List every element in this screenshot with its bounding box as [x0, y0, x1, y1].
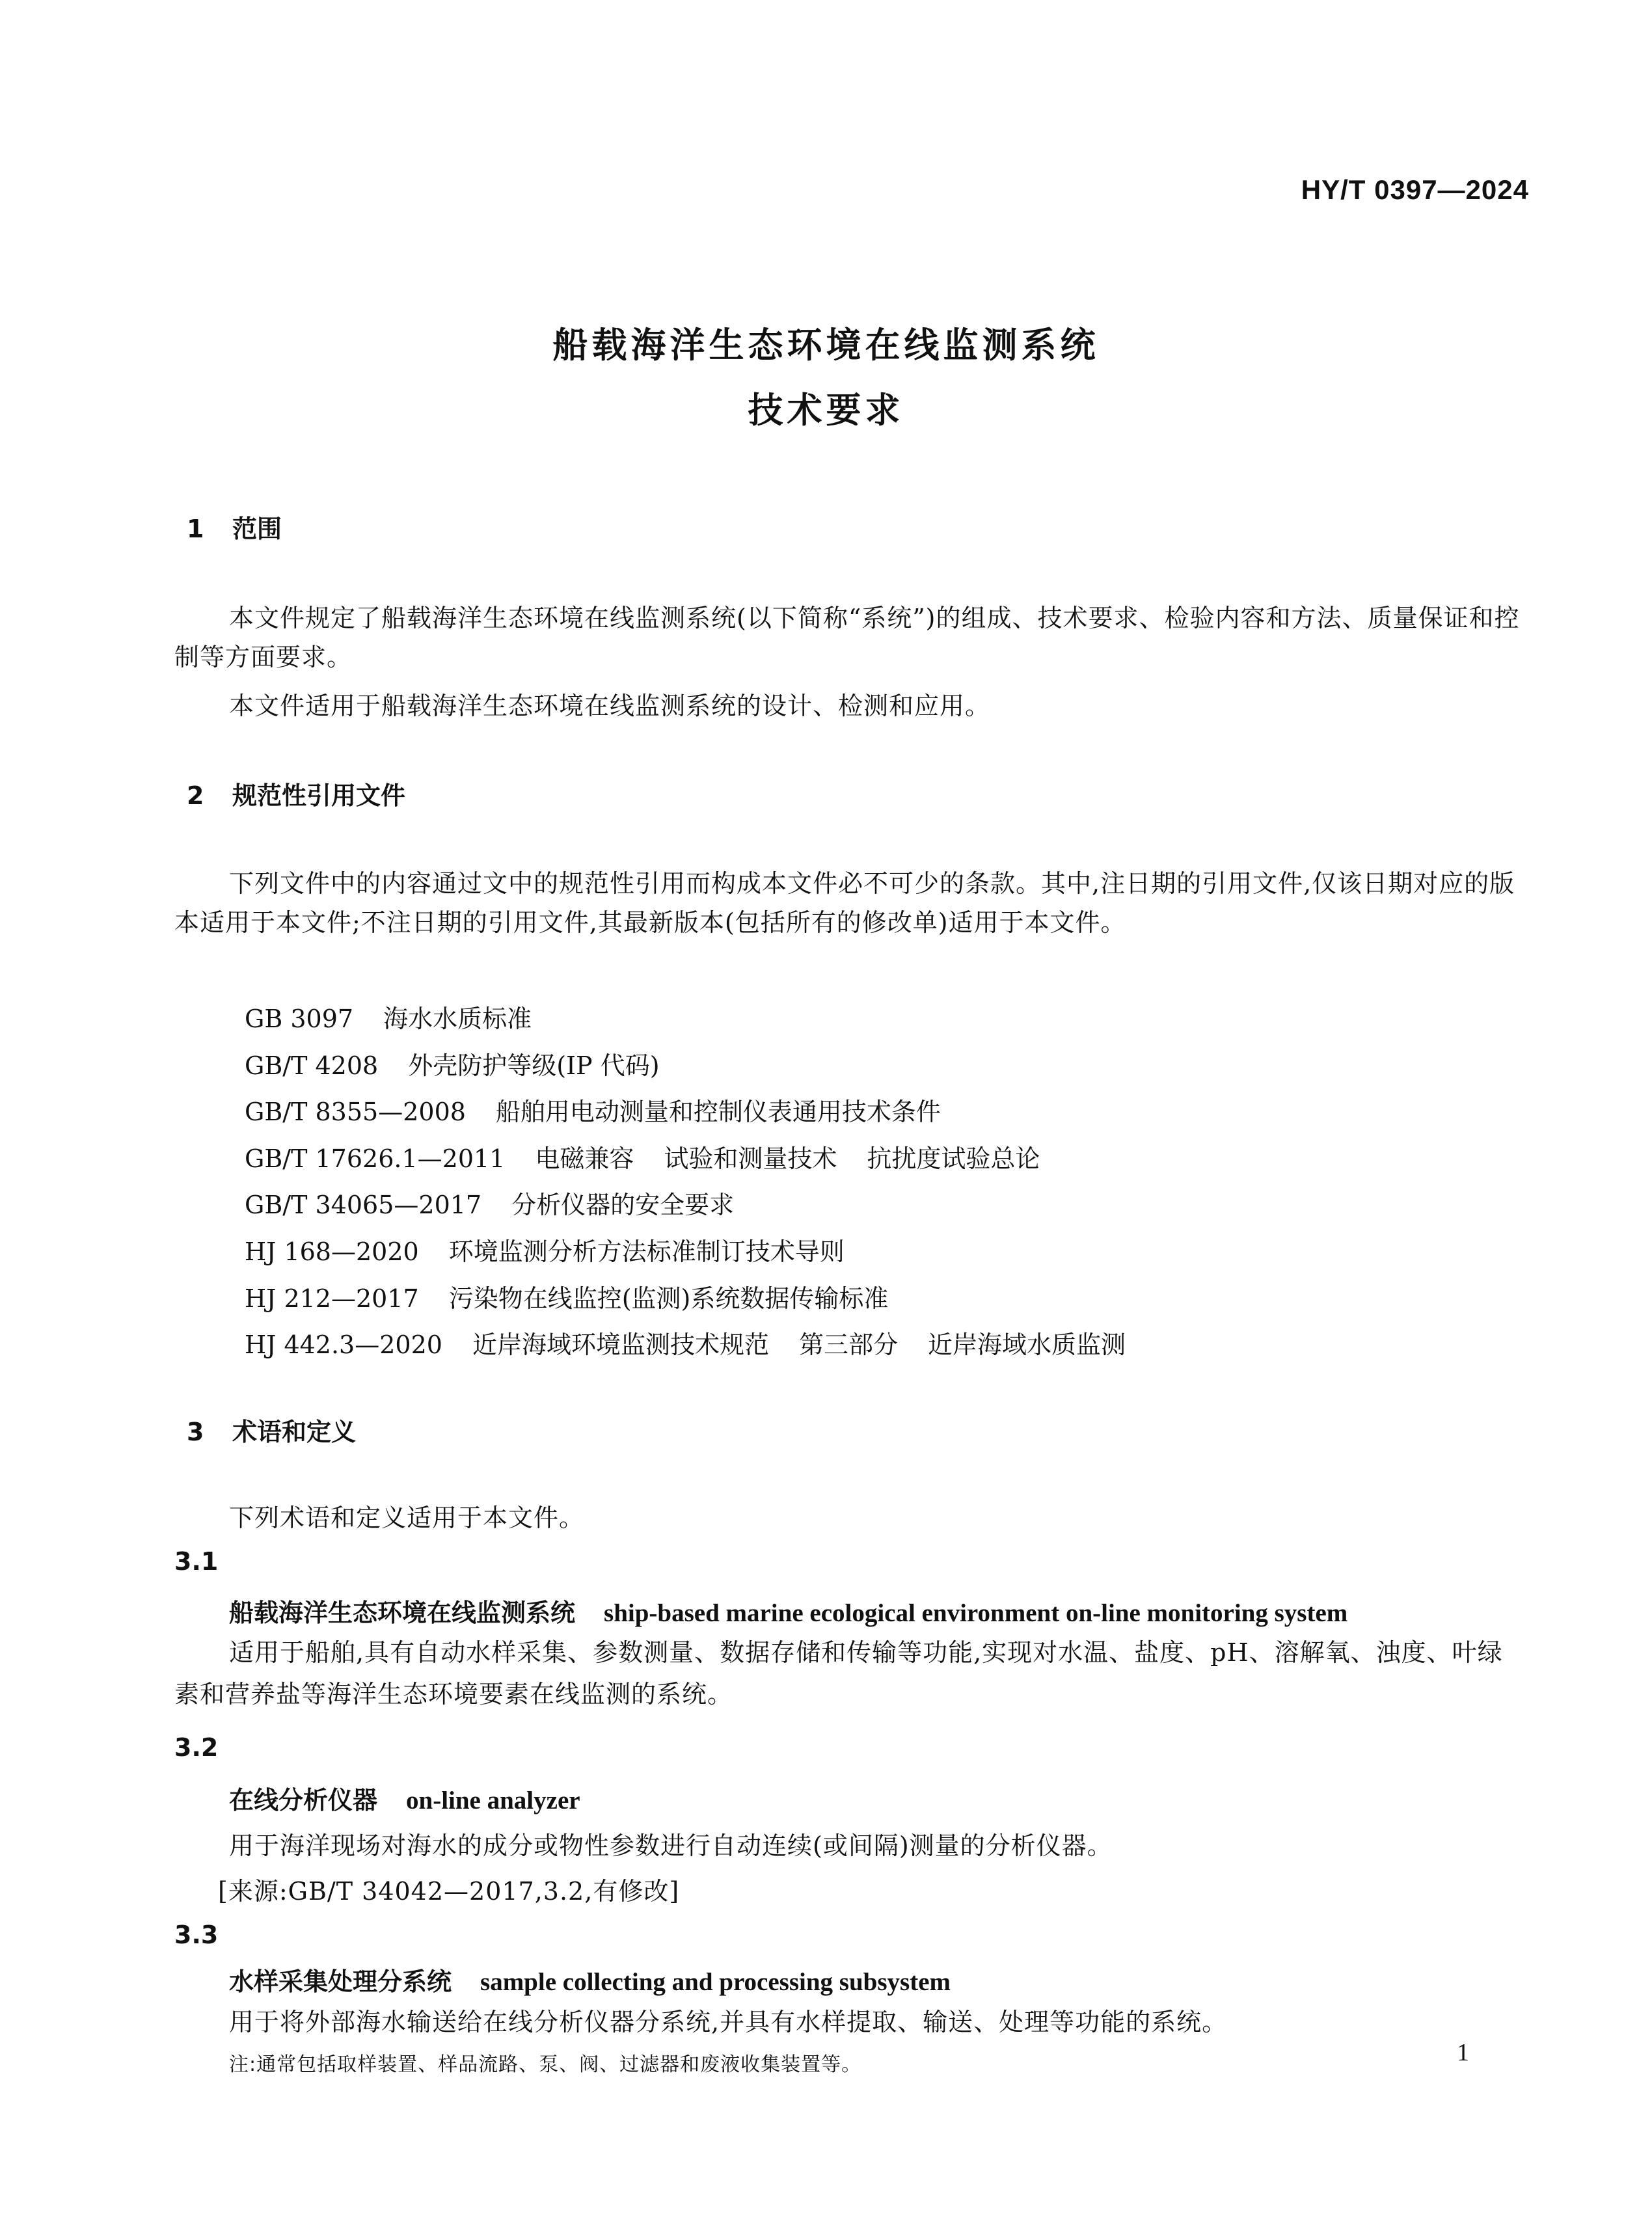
- section-1-heading: [187, 509, 282, 545]
- section-1-paragraph-2: 本文件适用于船载海洋生态环境在线监测系统的设计、检测和应用。: [229, 692, 991, 720]
- reference-code: GB/T 17626.1—2011: [245, 1144, 506, 1173]
- doc-title-line2: 技术要求: [748, 390, 904, 431]
- section-2-intro: 下列文件中的内容通过文中的规范性引用而构成本文件必不可少的条款。其中,注日期的引用文件,仅该日期对应的版本适用于本文件;不注日期的引用文件,其最新版本(包括所有的修改单)适用于本文件。: [174, 869, 1515, 937]
- reference-title: 外壳防护等级(IP 代码): [408, 1051, 660, 1080]
- reference-code: HJ 168—2020: [245, 1237, 419, 1266]
- reference-item: [245, 1276, 1156, 1323]
- reference-title: 环境监测分析方法标准制订技术导则: [448, 1237, 845, 1266]
- section-number: 2: [187, 781, 204, 810]
- reference-title: 污染物在线监控(监测)系统数据传输标准: [448, 1284, 889, 1313]
- page-number: 1: [1457, 2039, 1469, 2066]
- term-note: 注:通常包括取样装置、样品流路、泵、阀、过滤器和废液收集装置等。: [229, 2053, 862, 2076]
- term-definition: 适用于船舶,具有自动水样采集、参数测量、数据存储和传输等功能,实现对水温、盐度、pH、溶解氧、浊度、叶绿素和营养盐等海洋生态环境要素在线监测的系统。: [174, 1638, 1503, 1708]
- section-title: 术语和定义: [232, 1418, 357, 1446]
- reference-item: [245, 1229, 1156, 1276]
- term-number: 3.1: [174, 1547, 219, 1576]
- reference-title: 电磁兼容 试验和测量技术 抗扰度试验总论: [535, 1144, 1040, 1173]
- normative-reference-list: [245, 996, 1156, 1369]
- reference-code: GB/T 34065—2017: [245, 1191, 482, 1220]
- term-english: sample collecting and processing subsystem: [480, 1968, 951, 1996]
- term-chinese: 船载海洋生态环境在线监测系统: [229, 1599, 576, 1627]
- reference-code: GB/T 4208: [245, 1051, 379, 1080]
- reference-code: HJ 212—2017: [245, 1284, 419, 1313]
- term-english: on-line analyzer: [406, 1787, 580, 1815]
- term-chinese: 在线分析仪器: [229, 1786, 378, 1815]
- section-3-intro: 下列术语和定义适用于本文件。: [229, 1504, 585, 1532]
- section-title: 规范性引用文件: [232, 781, 406, 810]
- section-2-heading: [187, 776, 405, 811]
- section-1-paragraph-1: 本文件规定了船载海洋生态环境在线监测系统(以下简称“系统”)的组成、技术要求、检验内容和方法、质量保证和控制等方面要求。: [174, 604, 1520, 671]
- section-number: 1: [187, 515, 204, 543]
- section-title: 范围: [232, 515, 282, 543]
- reference-title: 近岸海域环境监测技术规范 第三部分 近岸海域水质监测: [472, 1330, 1126, 1360]
- reference-item: [245, 1136, 1156, 1183]
- term-heading: [229, 1962, 951, 1997]
- term-definition: 用于海洋现场对海水的成分或物性参数进行自动连续(或间隔)测量的分析仪器。: [229, 1831, 1113, 1860]
- term-number: 3.2: [174, 1733, 219, 1762]
- term-definition: 用于将外部海水输送给在线分析仪器分系统,并具有水样提取、输送、处理等功能的系统。: [229, 2008, 1228, 2036]
- reference-item: [245, 1089, 1156, 1136]
- section-number: 3: [187, 1418, 204, 1446]
- term-chinese: 水样采集处理分系统: [229, 1967, 452, 1996]
- term-source: [来源:GB/T 34042—2017,3.2,有修改]: [218, 1877, 680, 1906]
- term-heading: [229, 1780, 580, 1816]
- reference-item: [245, 996, 1156, 1043]
- reference-item: [245, 1043, 1156, 1090]
- reference-title: 分析仪器的安全要求: [511, 1191, 735, 1220]
- reference-title: 船舶用电动测量和控制仪表通用技术条件: [495, 1098, 941, 1127]
- reference-title: 海水水质标准: [383, 1005, 532, 1033]
- reference-code: GB 3097: [245, 1005, 354, 1033]
- term-english: ship-based marine ecological environment on-line monitoring system: [604, 1599, 1348, 1627]
- term-heading: [229, 1593, 1347, 1628]
- reference-item: [245, 1182, 1156, 1229]
- doc-code-header: HY/T 0397—2024: [1301, 174, 1529, 205]
- reference-item: [245, 1322, 1156, 1369]
- reference-code: GB/T 8355—2008: [245, 1098, 466, 1127]
- reference-code: HJ 442.3—2020: [245, 1330, 442, 1360]
- term-number: 3.3: [174, 1921, 219, 1949]
- doc-title-line1: 船载海洋生态环境在线监测系统: [552, 325, 1100, 366]
- section-3-heading: [187, 1412, 356, 1448]
